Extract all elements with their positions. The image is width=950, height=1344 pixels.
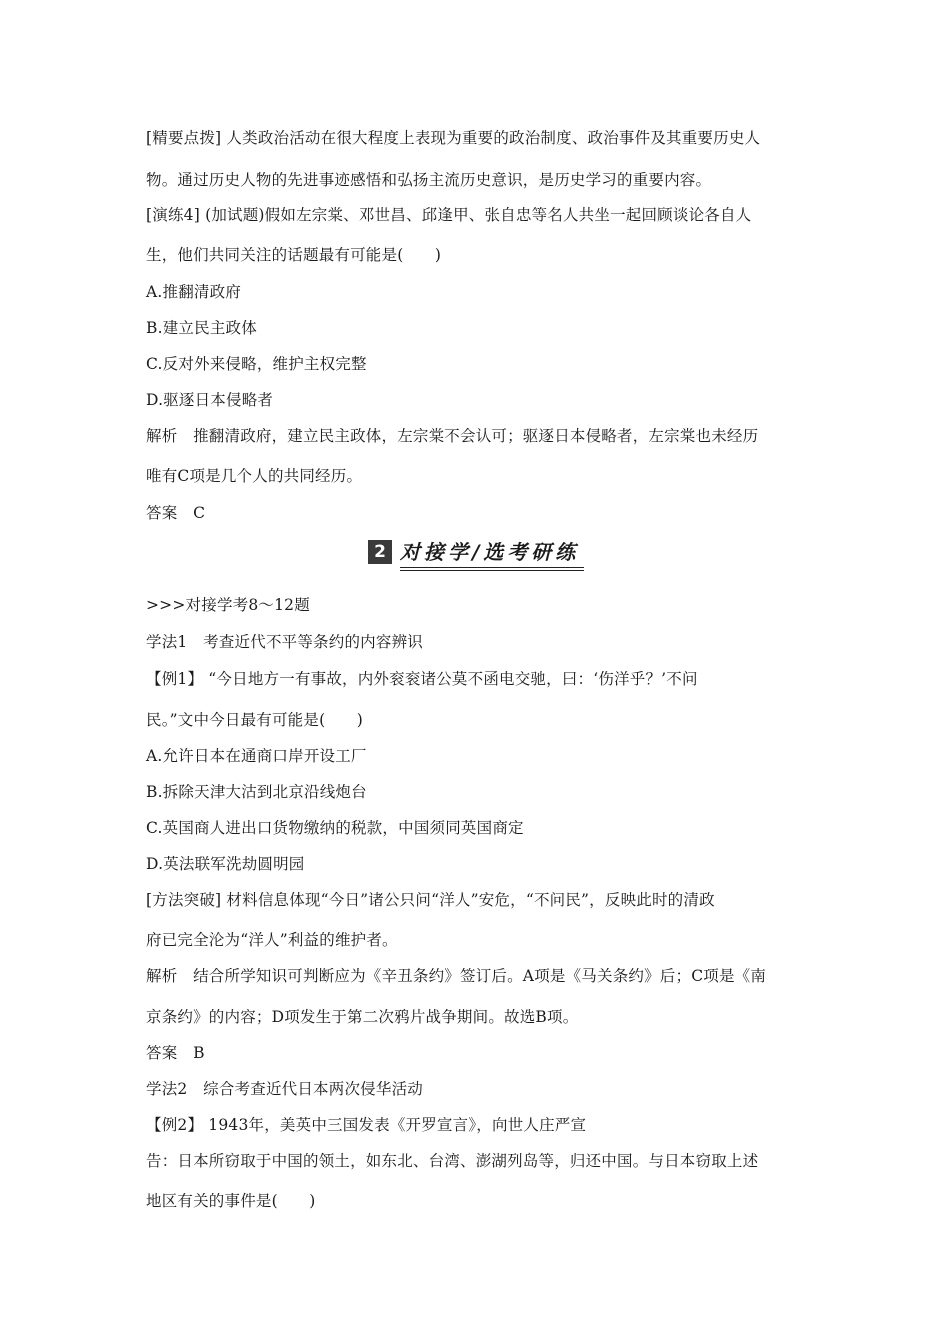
title-underline (400, 567, 584, 568)
analysis-line: 京条约》的内容；D项发生于第二次鸦片战争期间。故选B项。 (146, 1008, 579, 1026)
text-line: [演练4] (加试题)假如左宗棠、邓世昌、邱逢甲、张自忠等名人共坐一起回顾谈论各自人 (146, 206, 752, 224)
text-line: 地区有关的事件是( ) (146, 1192, 316, 1210)
option-d: D.英法联军洗劫圆明园 (146, 855, 305, 873)
section-banner (368, 538, 584, 568)
answer-line: 答案 C (146, 504, 206, 522)
analysis-line: 解析 推翻清政府，建立民主政体，左宗棠不会认可；驱逐日本侵略者，左宗棠也未经历 (146, 427, 759, 445)
text-line: [方法突破] 材料信息体现“今日”诸公只问“洋人”安危，“不问民”，反映此时的清政 (146, 891, 715, 909)
option-c: C.英国商人进出口货物缴纳的税款，中国须同英国商定 (146, 819, 524, 837)
option-a: A.允许日本在通商口岸开设工厂 (146, 747, 367, 765)
option-c: C.反对外来侵略，维护主权完整 (146, 355, 367, 373)
subheading: 学法1 考查近代不平等条约的内容辨识 (146, 633, 423, 651)
text-line: [精要点拨] 人类政治活动在很大程度上表现为重要的政治制度、政治事件及其重要历史人 (146, 129, 761, 147)
option-a: A.推翻清政府 (146, 283, 242, 301)
text-line: 生，他们共同关注的话题最有可能是( ) (146, 246, 442, 264)
answer-line: 答案 B (146, 1044, 205, 1062)
text-line: 【例2】 1943年，美英中三国发表《开罗宣言》，向世人庄严宣 (146, 1116, 587, 1134)
text-line: 【例1】 “今日地方一有事故，内外衮衮诸公莫不函电交驰，曰：‘伤洋乎？’不问 (146, 670, 698, 688)
section-number: 2 (368, 540, 392, 564)
text-line: 民。”文中今日最有可能是( ) (146, 711, 363, 729)
option-d: D.驱逐日本侵略者 (146, 391, 274, 409)
text-line: 告：日本所窃取于中国的领土，如东北、台湾、澎湖列岛等，归还中国。与日本窃取上述 (146, 1152, 759, 1170)
section-title: 对接学/选考研练 (400, 540, 580, 564)
text-line: 物。通过历史人物的先进事迹感悟和弘扬主流历史意识，是历史学习的重要内容。 (146, 171, 712, 189)
option-b: B.拆除天津大沽到北京沿线炮台 (146, 783, 367, 801)
text-line: 府已完全沦为“洋人”利益的维护者。 (146, 931, 398, 949)
title-underline (400, 570, 584, 571)
text-line: >>>对接学考8～12题 (146, 596, 310, 614)
analysis-line: 唯有C项是几个人的共同经历。 (146, 467, 363, 485)
option-b: B.建立民主政体 (146, 319, 257, 337)
subheading: 学法2 综合考查近代日本两次侵华活动 (146, 1080, 423, 1098)
analysis-line: 解析 结合所学知识可判断应为《辛丑条约》签订后。A项是《马关条约》后；C项是《南 (146, 967, 767, 985)
